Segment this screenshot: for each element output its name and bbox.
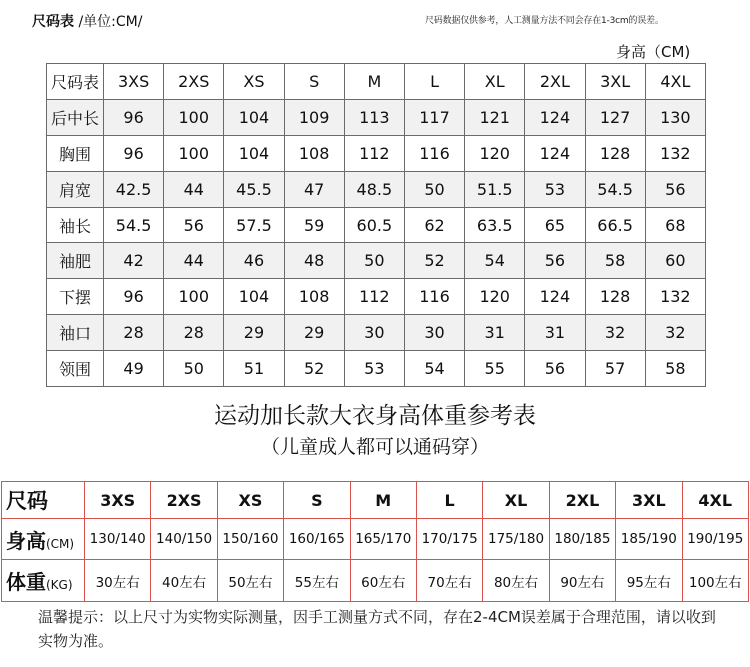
measurement-value: 130 [645,99,705,135]
measurement-value: 104 [224,135,284,171]
measurement-value: 59 [284,207,344,243]
size-table-row [47,135,706,171]
measurement-value: 44 [164,243,224,279]
measurement-value: 52 [404,243,464,279]
measurement-label: 领围 [47,351,104,387]
measurement-value: 54.5 [104,207,164,243]
measurement-value: 54 [404,351,464,387]
size-cell: XS [217,482,283,519]
measurement-value: 96 [104,99,164,135]
measurement-value: 127 [585,99,645,135]
measurement-value: 128 [585,279,645,315]
measurement-value: 53 [525,171,585,207]
measurement-value: 108 [284,135,344,171]
size-table-header-row [47,64,706,100]
measurement-value: 60 [645,243,705,279]
size-table-row [47,243,706,279]
measurement-value: 30 [344,315,404,351]
measurement-value: 120 [465,279,525,315]
height-value: 190/195 [682,519,748,560]
size-header-cell: 2XL [525,64,585,100]
measurement-value: 96 [104,135,164,171]
measurement-label: 后中长 [47,99,104,135]
measurement-value: 29 [284,315,344,351]
size-cell: M [350,482,416,519]
weight-value: 100左右 [682,560,748,602]
size-table-corner-label: 尺码表 [47,64,104,100]
measurement-value: 56 [525,243,585,279]
measurement-value: 124 [525,99,585,135]
measurement-label: 下摆 [47,279,104,315]
measurement-value: 132 [645,279,705,315]
height-value: 165/170 [350,519,416,560]
measurement-value: 28 [104,315,164,351]
measurement-value: 63.5 [465,207,525,243]
measurement-value: 104 [224,99,284,135]
size-header-cell: 4XL [645,64,705,100]
size-header-cell: 2XS [164,64,224,100]
measurement-value: 45.5 [224,171,284,207]
height-value: 130/140 [85,519,151,560]
measurement-value: 104 [224,279,284,315]
weight-unit: (KG) [46,578,73,592]
measurement-value: 116 [404,279,464,315]
size-table-row [47,99,706,135]
measurement-value: 56 [645,171,705,207]
size-header-cell: L [404,64,464,100]
measurement-value: 50 [404,171,464,207]
measurement-value: 128 [585,135,645,171]
weight-value: 50左右 [217,560,283,602]
weight-value: 60左右 [350,560,416,602]
height-value: 180/185 [549,519,615,560]
weight-label-cell [2,560,85,602]
size-table-body [47,64,706,387]
height-row [2,519,749,560]
height-value: 160/165 [284,519,350,560]
measurement-value: 58 [645,351,705,387]
measurement-value: 100 [164,135,224,171]
measurement-value: 50 [164,351,224,387]
measurement-note: 尺码数据仅供参考，人工测量方法不同会存在1-3cm的误差。 [425,16,664,26]
measurement-label: 袖口 [47,315,104,351]
weight-value: 80左右 [483,560,549,602]
height-value: 140/150 [151,519,217,560]
weight-value: 90左右 [549,560,615,602]
height-unit: (CM) [46,536,75,551]
size-cell: S [284,482,350,519]
measurement-value: 42.5 [104,171,164,207]
measurement-value: 31 [465,315,525,351]
weight-row [2,560,749,602]
measurement-label: 胸围 [47,135,104,171]
measurement-value: 44 [164,171,224,207]
size-table-row [47,315,706,351]
weight-value: 95左右 [616,560,682,602]
height-value: 150/160 [217,519,283,560]
measurement-value: 28 [164,315,224,351]
height-value: 170/175 [416,519,482,560]
height-value: 185/190 [616,519,682,560]
measurement-value: 109 [284,99,344,135]
measurement-value: 124 [525,135,585,171]
measurement-value: 117 [404,99,464,135]
height-weight-table-body [2,482,749,602]
reference-title: 运动加长款大衣身高体重参考表 [214,403,536,429]
measurement-value: 96 [104,279,164,315]
measurement-value: 62 [404,207,464,243]
measurement-value: 54.5 [585,171,645,207]
weight-label: 体重 [6,570,46,594]
size-cell: L [416,482,482,519]
measurement-value: 124 [525,279,585,315]
height-value: 175/180 [483,519,549,560]
measurement-value: 57.5 [224,207,284,243]
measurement-label: 肩宽 [47,171,104,207]
measurement-value: 42 [104,243,164,279]
measurement-value: 48 [284,243,344,279]
weight-value: 70左右 [416,560,482,602]
measurement-value: 112 [344,279,404,315]
measurement-value: 120 [465,135,525,171]
size-cell: 3XS [85,482,151,519]
measurement-value: 51 [224,351,284,387]
size-header-cell: XS [224,64,284,100]
measurement-value: 55 [465,351,525,387]
size-header-cell: S [284,64,344,100]
measurement-value: 121 [465,99,525,135]
measurement-value: 32 [645,315,705,351]
measurement-value: 56 [164,207,224,243]
measurement-value: 47 [284,171,344,207]
footnote: 温馨提示：以上尺寸为实物实际测量，因手工测量方式不同，存在2-4CM误差属于合理范围，请以收到实物为准。 [38,608,716,650]
measurement-value: 29 [224,315,284,351]
measurement-value: 112 [344,135,404,171]
weight-value: 30左右 [85,560,151,602]
size-header-cell: M [344,64,404,100]
size-cell: 2XS [151,482,217,519]
measurement-value: 58 [585,243,645,279]
weight-value: 55左右 [284,560,350,602]
header-title-bar [32,11,142,31]
measurement-value: 116 [404,135,464,171]
reference-subtitle: （儿童成人都可以通码穿） [260,436,489,458]
size-header-cell: 3XL [585,64,645,100]
measurement-value: 31 [525,315,585,351]
size-table-row [47,279,706,315]
size-table-row [47,171,706,207]
size-cell: 2XL [549,482,615,519]
measurement-value: 50 [344,243,404,279]
measurement-label: 袖肥 [47,243,104,279]
measurement-value: 32 [585,315,645,351]
measurement-value: 57 [585,351,645,387]
weight-value: 40左右 [151,560,217,602]
measurement-value: 49 [104,351,164,387]
size-header-text: 尺码 [6,489,48,513]
unit-label: /单位:CM/ [78,14,143,30]
size-table [46,63,706,387]
size-header-label [2,482,85,519]
measurement-label: 袖长 [47,207,104,243]
size-chart-title: 尺码表 [32,14,74,30]
measurement-value: 46 [224,243,284,279]
measurement-value: 53 [344,351,404,387]
size-cell: 4XL [682,482,748,519]
size-cell: XL [483,482,549,519]
measurement-value: 68 [645,207,705,243]
measurement-value: 30 [404,315,464,351]
measurement-value: 100 [164,279,224,315]
height-label: 身高 [6,528,46,553]
measurement-value: 132 [645,135,705,171]
size-cell: 3XL [616,482,682,519]
size-table-row [47,207,706,243]
size-table-row [47,351,706,387]
size-header-cell: 3XS [104,64,164,100]
measurement-value: 48.5 [344,171,404,207]
measurement-value: 52 [284,351,344,387]
measurement-value: 113 [344,99,404,135]
measurement-value: 56 [525,351,585,387]
measurement-value: 100 [164,99,224,135]
height-unit-label: 身高（CM) [616,43,691,61]
measurement-value: 65 [525,207,585,243]
size-header-row [2,482,749,519]
measurement-value: 54 [465,243,525,279]
height-label-cell [2,519,85,560]
measurement-value: 108 [284,279,344,315]
measurement-value: 60.5 [344,207,404,243]
measurement-value: 66.5 [585,207,645,243]
height-weight-table [1,481,749,602]
size-header-cell: XL [465,64,525,100]
measurement-value: 51.5 [465,171,525,207]
